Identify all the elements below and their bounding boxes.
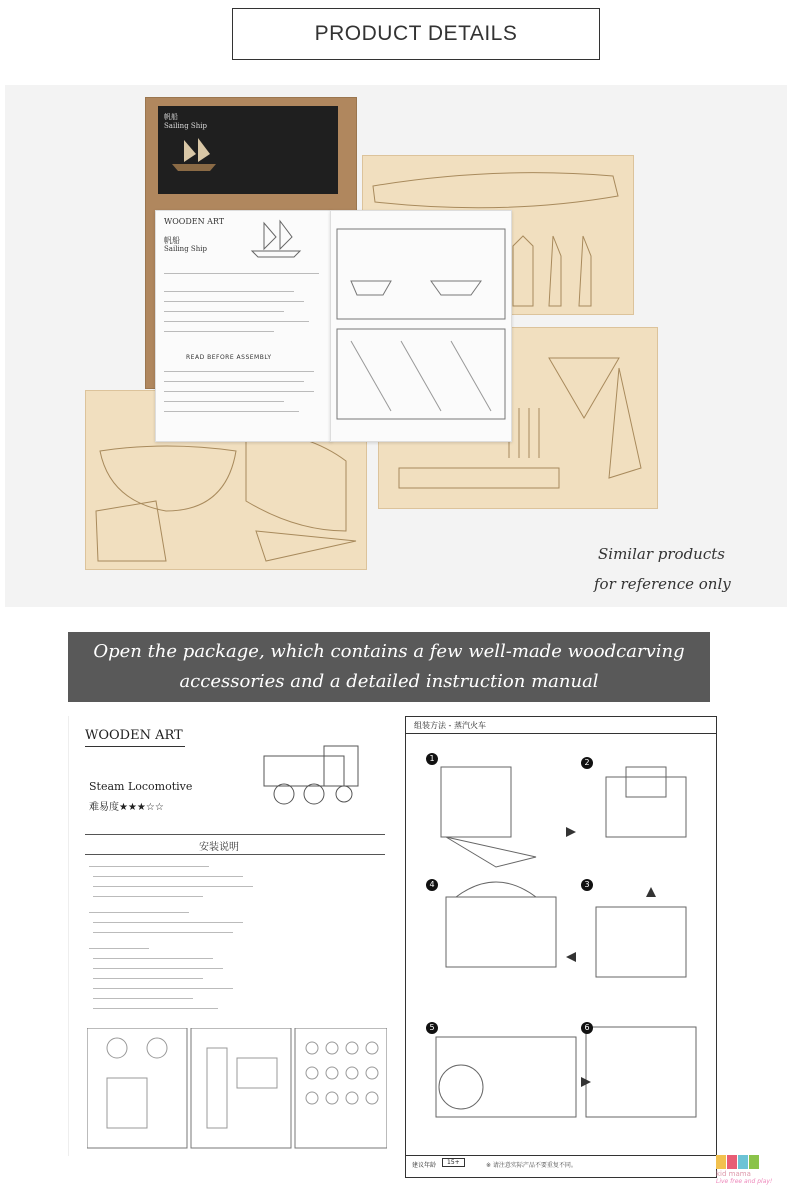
banner-line-1: Open the package, which contains a few well-made woodcarving [93,641,685,662]
footer-note: ※ 请注意实际产品不要重复不同。 [486,1162,577,1169]
footer-label: 建议年龄 [412,1162,437,1169]
step-6-badge: 6 [581,1022,593,1034]
locomotive-sketch-icon [244,736,384,816]
assembly-steps-diagram [416,747,706,1137]
step-4-badge: 4 [426,879,438,891]
sheet-brand: WOODEN ART [164,217,225,226]
manual-right-page [405,716,717,1178]
step-3-badge: 3 [581,879,593,891]
package-title-cn: 帆船 [164,113,178,121]
instruction-sheet-back [330,210,512,442]
ship-sketch-icon [246,219,306,259]
parts-sheet-diagram [87,1028,387,1153]
package-label [158,106,338,194]
step-1-badge: 1 [426,753,438,765]
caption-line-2: for reference only [594,575,731,593]
sheet-title-en: Sailing Ship [164,245,207,253]
sheet-title-cn: 帆船 [164,236,180,245]
sheet-heading: READ BEFORE ASSEMBLY [186,354,272,361]
manual-left-page [68,716,399,1156]
caption-line-1: Similar products [598,545,725,563]
step-5-badge: 5 [426,1022,438,1034]
description-banner [68,632,710,702]
manual-brand: WOODEN ART [85,728,183,743]
product-photo [5,85,787,607]
package-title-en: Sailing Ship [164,122,207,130]
page-title: PRODUCT DETAILS [232,8,600,60]
instruction-sheet-front [155,210,332,442]
manual-difficulty: 难易度★★★☆☆ [89,802,164,813]
logo-tagline: Live free and play! [716,1178,773,1185]
manual-right-title: 组装方法 - 蒸汽火车 [414,721,486,730]
manual-product: Steam Locomotive [89,780,193,793]
ship-icon [164,134,224,174]
footer-age: 15+ [442,1158,465,1167]
banner-line-2: accessories and a detailed instruction manual [179,671,599,692]
step-2-badge: 2 [581,757,593,769]
logo-text: kid mama [716,1170,751,1178]
manual-section-title: 安装说明 [199,842,239,853]
brand-logo [716,1155,786,1193]
